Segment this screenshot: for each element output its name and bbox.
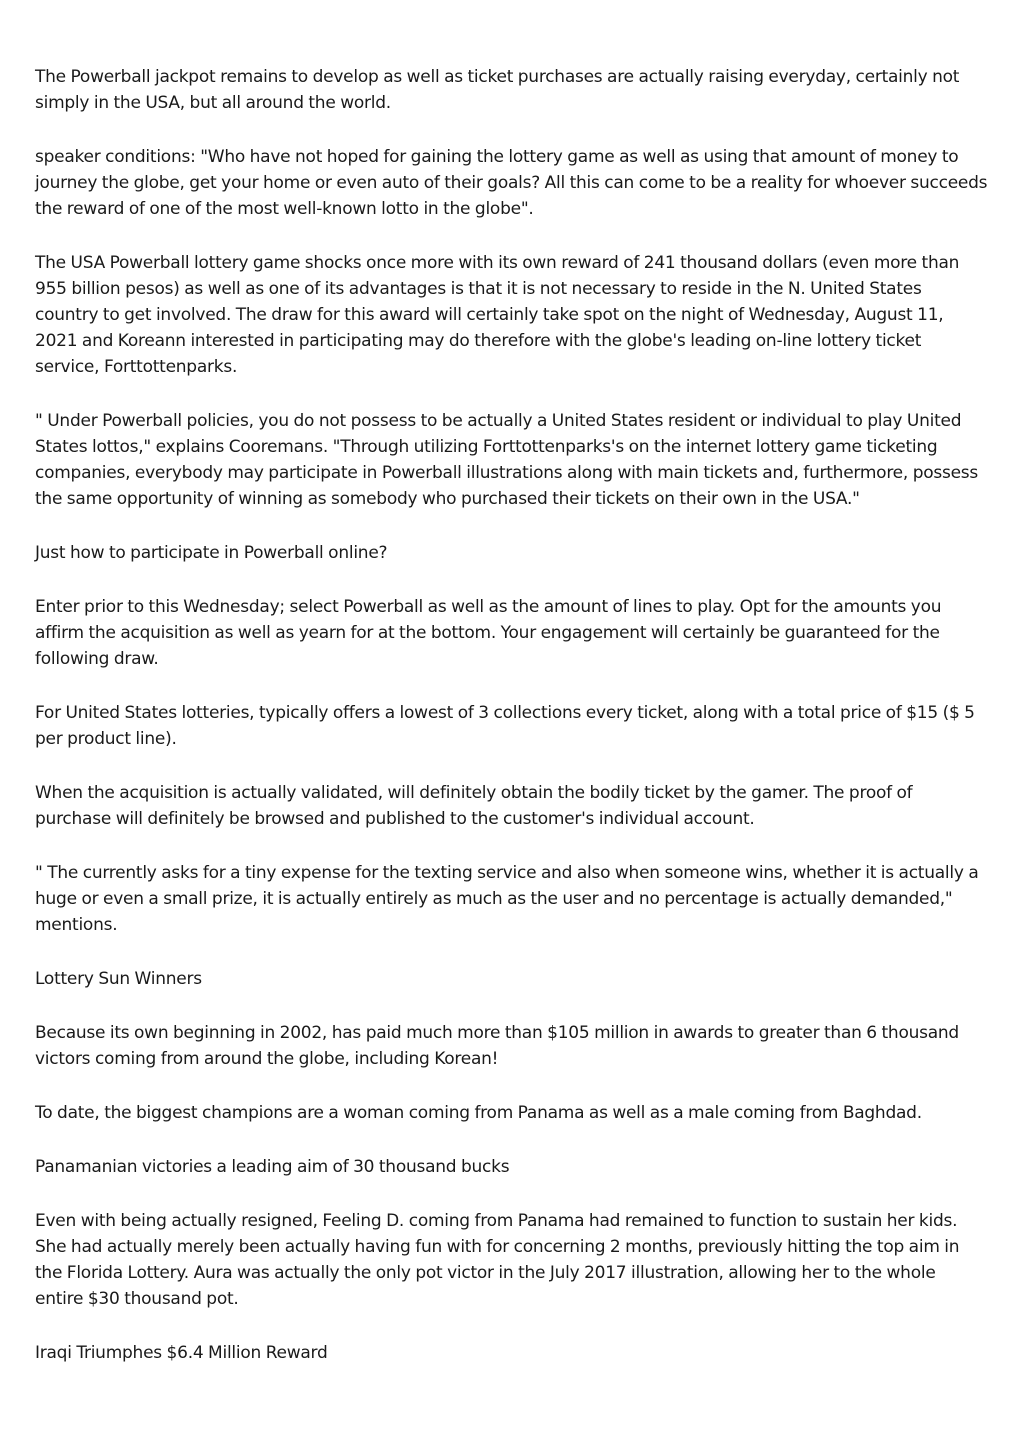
paragraph-us-lotteries: For United States lotteries, typically offers a lowest of 3 collections every ticket, along with a total price of $15 ($ 5 per product line).	[35, 703, 975, 749]
paragraph-texting-service: " The currently asks for a tiny expense for the texting service and also when someone wins, whether it is actually a huge or even a small prize, it is actually entirely as much as the user and no percentage is actually demanded," mentions.	[35, 863, 979, 935]
paragraph-acquisition-validated: When the acquisition is actually validated, will definitely obtain the bodily ticket by the gamer. The proof of purchase will definitely be browsed and published to the customer's individual account.	[35, 783, 913, 829]
paragraph-since-2002: Because its own beginning in 2002, has paid much more than $105 million in awards to greater than 6 thousand victors coming from around the globe, including Korean!	[35, 1023, 959, 1069]
paragraph-biggest-champions: To date, the biggest champions are a woman coming from Panama as well as a male coming from Baghdad.	[35, 1103, 922, 1123]
paragraph-feeling-d: Even with being actually resigned, Feeling D. coming from Panama had remained to function to sustain her kids. She had actually merely been actually having fun with for concerning 2 months, previously hitting the top aim in the Florida Lottery. Aura was actually the only pot victor in the July 2017 illustration, allowing her to the whole entire $30 thousand pot.	[35, 1211, 960, 1309]
subheading-panamanian-victories: Panamanian victories a leading aim of 30 thousand bucks	[35, 1157, 510, 1177]
paragraph-usa-powerball: The USA Powerball lottery game shocks once more with its own reward of 241 thousand dollars (even more than 955 billion pesos) as well as one of its advantages is that it is not necessary to reside in the N. United States country to get involved. The draw for this award will certainly take spot on the night of Wednesday, August 11, 2021 and Koreann interested in participating may do therefore with the globe's leading on-line lottery ticket service, Forttottenparks.	[35, 253, 960, 377]
subheading-iraqi-triumphes: Iraqi Triumphes $6.4 Million Reward	[35, 1343, 328, 1363]
subheading-how-to-participate: Just how to participate in Powerball online?	[35, 543, 388, 563]
subheading-lottery-sun-winners: Lottery Sun Winners	[35, 969, 202, 989]
paragraph-intro: The Powerball jackpot remains to develop as well as ticket purchases are actually raising everyday, certainly not simply in the USA, but all around the world.	[35, 67, 960, 113]
paragraph-powerball-policies: " Under Powerball policies, you do not possess to be actually a United States resident or individual to play United States lottos," explains Cooremans. "Through utilizing Forttottenparks's on the internet lottery game ticketing companies, everybody may participate in Powerball illustrations along with main tickets and, furthermore, possess the same opportunity of winning as somebody who purchased their tickets on their own in the USA."	[35, 411, 979, 509]
paragraph-enter-prior: Enter prior to this Wednesday; select Powerball as well as the amount of lines to play. Opt for the amounts you affirm the acquisition as well as yearn for at the bottom. Your engagement will certainly be guaranteed for the following draw.	[35, 597, 942, 669]
paragraph-speaker-quote: speaker conditions: "Who have not hoped for gaining the lottery game as well as using that amount of money to journey the globe, get your home or even auto of their goals? All this can come to be a reality for whoever succeeds the reward of one of the most well-known lotto in the globe".	[35, 147, 988, 219]
